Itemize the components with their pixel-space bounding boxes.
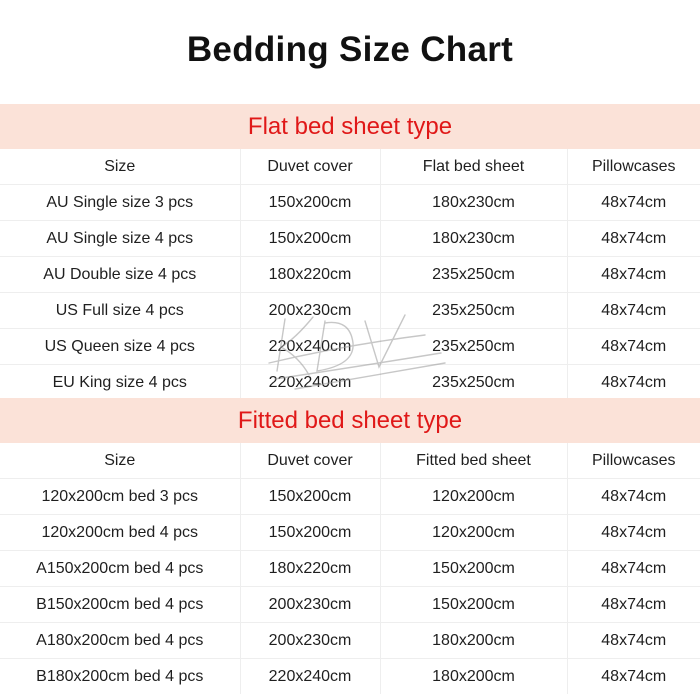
cell-duvet-cover: 150x200cm xyxy=(240,479,380,515)
cell-pillowcases: 48x74cm xyxy=(567,479,700,515)
column-header-duvet-cover: Duvet cover xyxy=(240,443,380,479)
page-title: Bedding Size Chart xyxy=(186,30,514,69)
cell-size: A180x200cm bed 4 pcs xyxy=(0,623,240,659)
cell-flat-bed-sheet: 235x250cm xyxy=(380,257,567,293)
flat-sheet-size-table xyxy=(0,149,700,400)
cell-fitted-bed-sheet: 150x200cm xyxy=(380,587,567,623)
cell-duvet-cover: 200x230cm xyxy=(240,623,380,659)
cell-fitted-bed-sheet: 120x200cm xyxy=(380,515,567,551)
cell-size: US Full size 4 pcs xyxy=(0,293,240,329)
table-row xyxy=(0,293,700,329)
cell-pillowcases: 48x74cm xyxy=(601,667,667,685)
column-header-pillowcases: Pillowcases xyxy=(567,149,700,185)
cell-duvet-cover: 200x230cm xyxy=(240,587,380,623)
cell-duvet-cover: 150x200cm xyxy=(240,221,380,257)
cell-duvet-cover: 220x240cm xyxy=(240,329,380,365)
cell-duvet-cover: 220x240cm xyxy=(240,659,380,695)
column-header-size: Size xyxy=(0,149,240,185)
cell-duvet-cover: 180x220cm xyxy=(240,257,380,293)
cell-size: AU Single size 4 pcs xyxy=(0,221,240,257)
cell-flat-bed-sheet: 235x250cm xyxy=(380,365,567,401)
table-row xyxy=(0,257,700,293)
table-row xyxy=(0,185,700,221)
column-header-size: Size xyxy=(0,443,240,479)
cell-duvet-cover: 220x240cm xyxy=(240,365,380,401)
cell-pillowcases: 48x74cm xyxy=(601,373,667,391)
cell-pillowcases: 48x74cm xyxy=(567,329,700,365)
cell-size: EU King size 4 pcs xyxy=(0,365,240,401)
table-row xyxy=(0,587,700,623)
cell-size: B150x200cm bed 4 pcs xyxy=(0,587,240,623)
cell-fitted-bed-sheet: 150x200cm xyxy=(380,551,567,587)
table-row xyxy=(0,551,700,587)
cell-size: US Queen size 4 pcs xyxy=(0,329,240,365)
cell-size: A150x200cm bed 4 pcs xyxy=(0,551,240,587)
table-row xyxy=(0,365,700,401)
cell-pillowcases: 48x74cm xyxy=(567,185,700,221)
table-header-row xyxy=(0,443,700,479)
flat-sheet-section-heading: Flat bed sheet type xyxy=(0,104,700,149)
cell-pillowcases: 48x74cm xyxy=(567,623,700,659)
table-header-row xyxy=(0,149,700,185)
cell-fitted-bed-sheet: 120x200cm xyxy=(380,479,567,515)
table-row xyxy=(0,515,700,551)
column-header-duvet-cover: Duvet cover xyxy=(240,149,380,185)
cell-size: AU Double size 4 pcs xyxy=(0,257,240,293)
cell-size: AU Single size 3 pcs xyxy=(0,185,240,221)
table-row xyxy=(0,329,700,365)
cell-flat-bed-sheet: 180x230cm xyxy=(380,221,567,257)
table-row xyxy=(0,221,700,257)
table-row xyxy=(0,659,700,695)
cell-duvet-cover: 150x200cm xyxy=(240,185,380,221)
cell-size: B180x200cm bed 4 pcs xyxy=(0,659,240,695)
cell-duvet-cover: 180x220cm xyxy=(240,551,380,587)
cell-flat-bed-sheet: 235x250cm xyxy=(380,329,567,365)
cell-pillowcases: 48x74cm xyxy=(567,221,700,257)
cell-pillowcases: 48x74cm xyxy=(567,515,700,551)
cell-flat-bed-sheet: 235x250cm xyxy=(380,293,567,329)
column-header-pillowcases: Pillowcases xyxy=(567,443,700,479)
table-row xyxy=(0,623,700,659)
cell-duvet-cover: 150x200cm xyxy=(240,515,380,551)
cell-pillowcases: 48x74cm xyxy=(567,293,700,329)
cell-fitted-bed-sheet: 180x200cm xyxy=(380,659,567,695)
cell-pillowcases: 48x74cm xyxy=(567,257,700,293)
cell-flat-bed-sheet: 180x230cm xyxy=(380,185,567,221)
table-row xyxy=(0,479,700,515)
column-header-flat-bed-sheet: Flat bed sheet xyxy=(380,149,567,185)
cell-size: 120x200cm bed 3 pcs xyxy=(0,479,240,515)
fitted-sheet-size-table xyxy=(0,443,700,694)
cell-pillowcases: 48x74cm xyxy=(567,551,700,587)
cell-fitted-bed-sheet: 180x200cm xyxy=(380,623,567,659)
cell-pillowcases: 48x74cm xyxy=(567,587,700,623)
cell-size: 120x200cm bed 4 pcs xyxy=(0,515,240,551)
fitted-sheet-section-heading: Fitted bed sheet type xyxy=(0,398,700,443)
column-header-fitted-bed-sheet: Fitted bed sheet xyxy=(380,443,567,479)
cell-duvet-cover: 200x230cm xyxy=(240,293,380,329)
